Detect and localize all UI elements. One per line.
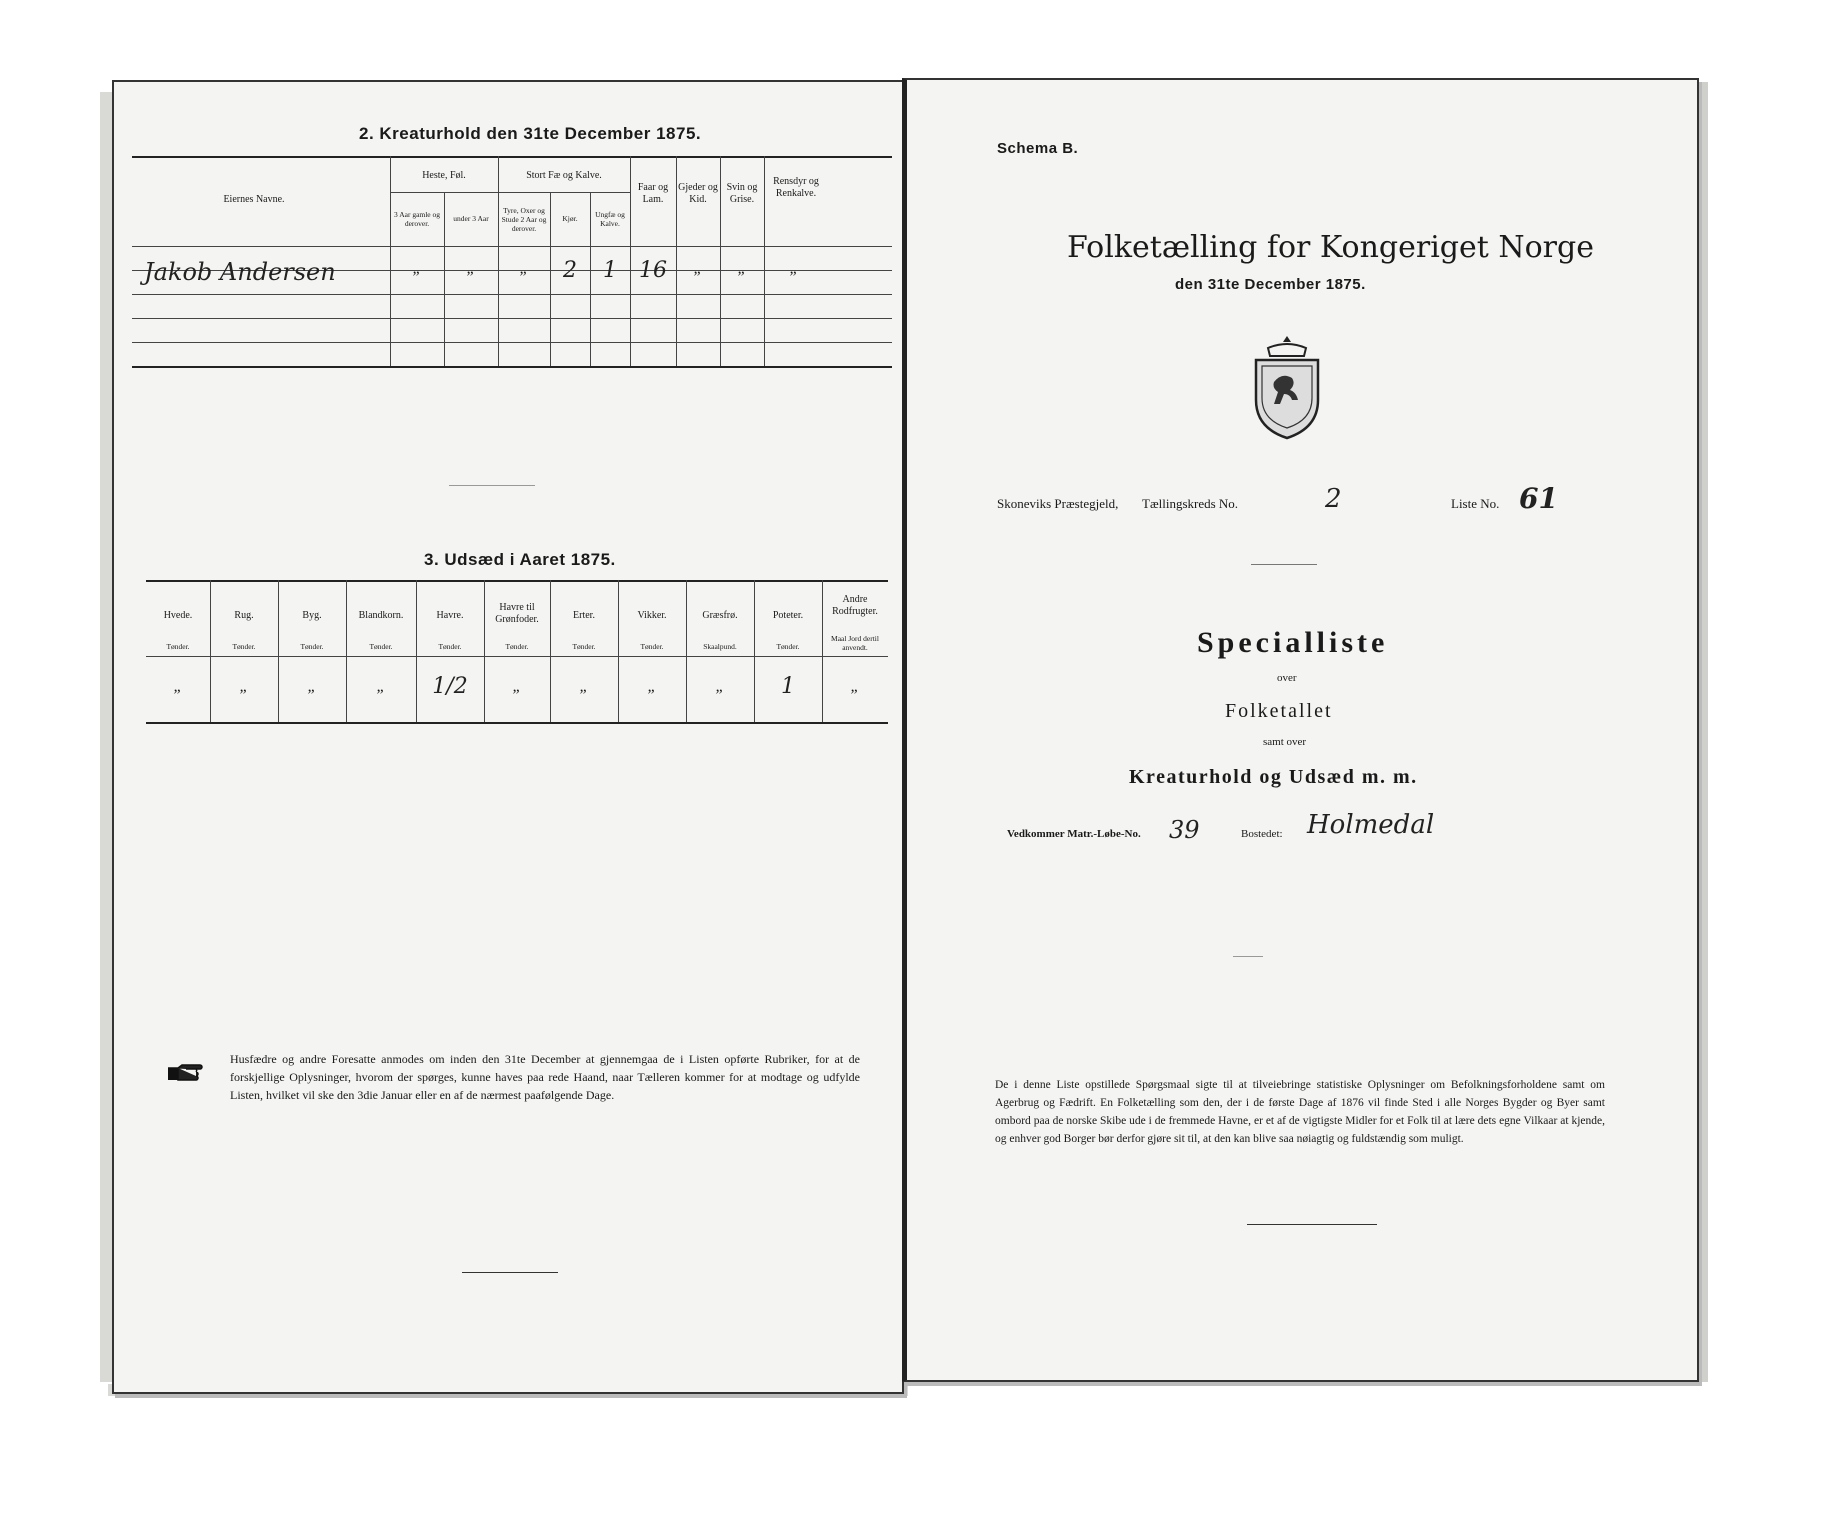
section2-title: 2. Kreaturhold den 31te December 1875. [359, 124, 702, 143]
parish-label: Skoneviks Præstegjeld, [997, 496, 1119, 511]
owner-name: Jakob Andersen [144, 258, 336, 286]
crop-header: Andre Rodfrugter. [832, 594, 878, 617]
schema-label: Schema B. [997, 140, 1079, 157]
matr-label: Vedkommer Matr.-Løbe-No. [1007, 828, 1141, 840]
crop-header: Byg. [302, 610, 322, 621]
crop-value: „ [579, 678, 589, 695]
col-horses-a: 3 Aar gamle og derover. [393, 210, 441, 228]
table2-bottom-rule [132, 366, 892, 368]
list-value: 61 [1519, 482, 1558, 515]
col-owner: Eiernes Navne. [223, 194, 285, 205]
crop-header: Græsfrø. [702, 610, 738, 621]
bottom-rule [1247, 1224, 1377, 1225]
crop-unit: Tønder. [572, 642, 596, 651]
crop-value: „ [850, 678, 860, 695]
crop-unit: Tønder. [300, 642, 324, 651]
crop-unit: Tønder. [232, 642, 256, 651]
crop-value: 1/2 [432, 674, 468, 699]
livestock-cell: „ [737, 260, 747, 277]
crop-header: Poteter. [772, 610, 804, 621]
crop-value: „ [376, 678, 386, 695]
table3-bottom-rule [146, 722, 888, 724]
crop-header: Hvede. [163, 610, 193, 621]
crop-unit: Skaalpund. [703, 642, 737, 651]
crop-unit: Tønder. [640, 642, 664, 651]
section3-title: 3. Udsæd i Aaret 1875. [424, 550, 616, 569]
col-horses: Heste, Føl. [422, 170, 466, 181]
district-value: 2 [1325, 484, 1342, 514]
separator-rule [1251, 564, 1317, 565]
table2-top-rule [132, 156, 892, 158]
livestock-cell: 2 [563, 258, 577, 283]
folketallet: Folketallet [1225, 700, 1333, 722]
separator-rule [449, 485, 535, 486]
separator-rule-2 [1233, 956, 1263, 957]
crop-header: Blandkorn. [358, 610, 404, 621]
right-page [902, 78, 1699, 1382]
crop-unit: Tønder. [505, 642, 529, 651]
left-page [112, 80, 904, 1394]
district-label: Tællingskreds No. [1142, 496, 1239, 511]
notice-text: Husfædre og andre Foresatte anmodes om inden den 31te December at gjennemgaa de i Listen opførte Rubriker, for at de forskjellige Oplysninger, hvorom der spørges, kunne haves paa rede Haand, naar Tælleren kommer for at modtage og udfylde Listen, hvilket vil ske den 3die Januar eller en af de nærmest paafølgende Dage. [230, 1052, 860, 1102]
crop-header: Havre. [436, 610, 464, 621]
col-cattle-a: Tyre, Oxer og Stude 2 Aar og derover. [501, 206, 547, 233]
crop-value: „ [512, 678, 522, 695]
crop-header: Havre til Grønfoder. [495, 602, 539, 625]
col-goats: Gjeder og Kid. [678, 182, 718, 205]
crop-value: „ [307, 678, 317, 695]
livestock-cell: 1 [603, 258, 617, 283]
col-pigs: Svin og Grise. [726, 182, 758, 205]
livestock-cell: „ [466, 260, 476, 277]
crop-value: „ [715, 678, 725, 695]
pointing-hand-icon [166, 1062, 208, 1089]
crop-unit: Tønder. [776, 642, 800, 651]
col-cattle: Stort Fæ og Kalve. [526, 170, 602, 181]
samt-over-text: samt over [1263, 736, 1307, 748]
footer-text: De i denne Liste opstillede Spørgsmaal sigte til at tilveiebringe statistiske Oplysninger om Befolkningsforholdene samt om Agerbrug og Fædrift. En Folketælling som den, der i de første Dage af 1876 vil finde Sted i alle Norges Bygder og Byer samt ombord paa de norske Skibe ude i de fremmede Havne, er et af de vigtigste Midler for et Folk til at lære dets egne Vilkaar at kjende, og enhver god Borger bør derfor gjøre sit til, at den kan blive saa nøiagtig og fuldstændig som muligt. [995, 1079, 1605, 1145]
table2-header-rule [132, 246, 892, 247]
crop-value: „ [239, 678, 249, 695]
crop-header: Erter. [573, 610, 595, 621]
livestock-cell: „ [789, 260, 799, 277]
livestock-cell: „ [693, 260, 703, 277]
col-reindeer: Rensdyr og Renkalve. [773, 176, 819, 199]
table3-top-rule [146, 580, 888, 582]
col-cattle-c: Ungfæ og Kalve. [595, 210, 625, 228]
bosted-value: Holmedal [1307, 810, 1435, 840]
crop-header: Rug. [234, 610, 254, 621]
crop-unit: Tønder. [166, 642, 190, 651]
matr-value: 39 [1169, 816, 1200, 844]
crop-unit: Maal Jord dertil anvendt. [831, 634, 879, 652]
date-line: den 31te December 1875. [1175, 276, 1366, 293]
crop-header: Vikker. [637, 610, 667, 621]
col-horses-b: under 3 Aar [453, 214, 489, 223]
crop-value: „ [173, 678, 183, 695]
bosted-label: Bostedet: [1241, 828, 1283, 840]
coat-of-arms-icon [1250, 334, 1324, 447]
livestock-cell: „ [519, 260, 529, 277]
col-sheep: Faar og Lam. [637, 182, 669, 205]
crop-value: 1 [781, 674, 795, 699]
crop-value: „ [647, 678, 657, 695]
bottom-rule [462, 1272, 558, 1273]
main-title: Folketælling for Kongeriget Norge [1067, 230, 1594, 265]
kreaturhold-title: Kreaturhold og Udsæd m. m. [1129, 766, 1418, 788]
crop-unit: Tønder. [369, 642, 393, 651]
special-title: Specialliste [1197, 626, 1389, 659]
list-label: Liste No. [1451, 496, 1500, 511]
livestock-cell: „ [412, 260, 422, 277]
col-cattle-b: Kjør. [562, 214, 578, 223]
crop-unit: Tønder. [438, 642, 462, 651]
over-text: over [1277, 672, 1297, 684]
livestock-cell: 16 [639, 258, 667, 283]
